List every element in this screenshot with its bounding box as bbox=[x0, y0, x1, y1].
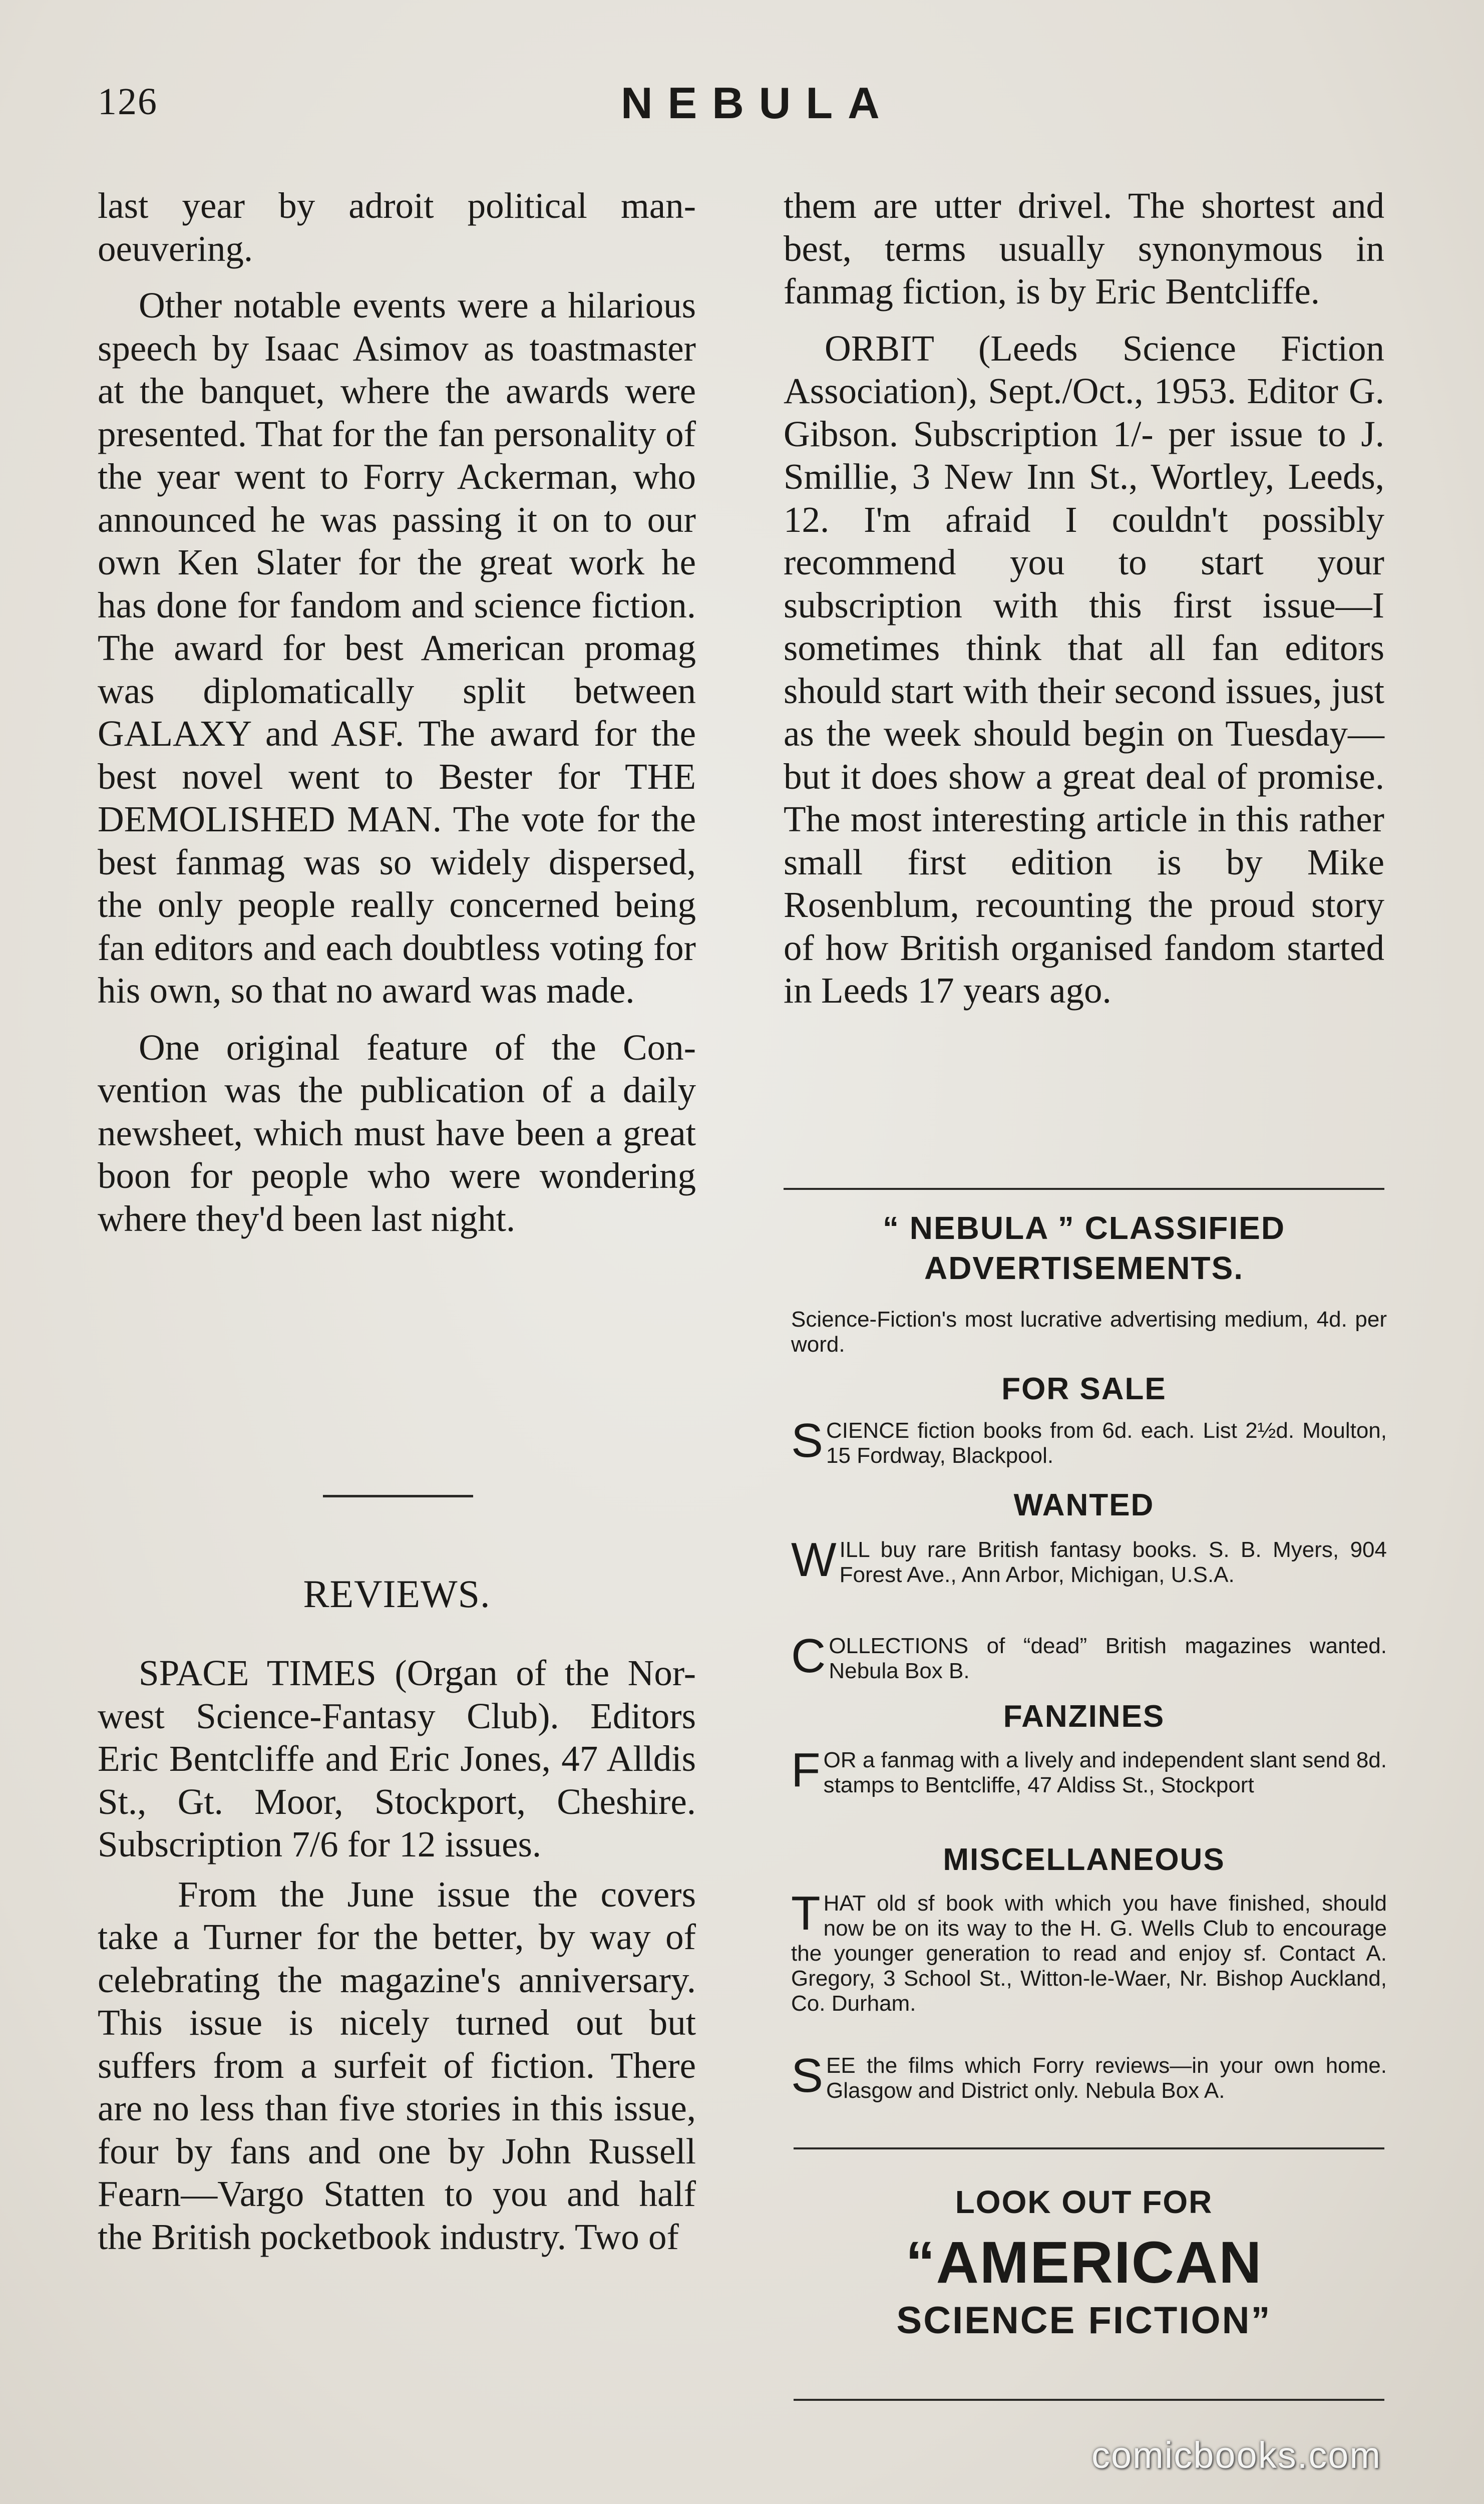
drop-cap: T bbox=[791, 1887, 821, 1940]
running-head: NEBULA bbox=[621, 78, 895, 128]
ad-text: CIENCE fiction books from 6d. each. List 2½d. Moulton, 15 Fordway, Blackpool. bbox=[826, 1418, 1387, 1468]
left-paragraph-2: Other notable events were a hilarious speech by Isaac Asimov as toastmaster at the banquet, where the awards were presented. That for the fan personality of the year went to Forry Ackerman, who announced he was passing it on to our own Ken Slater for the great work he has done for fandom and science fiction. The award for best American promag was diplomatically split between GALAXY and ASF. The award for the best novel went to Bester for THE DEMOLISHED MAN. The vote for the best fanmag was so widely dispersed, the only people really concerned being fan editors and each doubtless voting for his own, so that no award was made. bbox=[98, 285, 696, 1011]
ad-text: ILL buy rare British fantasy books. S. B. Myers, 904 Forest Ave., Ann Arbor, Michigan, U.S.A. bbox=[839, 1537, 1387, 1587]
ad-wanted-2 bbox=[791, 1629, 1387, 1684]
wanted-heading: WANTED bbox=[1013, 1488, 1155, 1522]
ad-text: HAT old sf book with which you have finished, should now be on its way to the H. G. Wells Club to encourage the younger generation to read and enjoy sf. Contact A. Gregory, 3 School St., Witton-le-Waer, Nr. Bishop Auckland, Co. Durham. bbox=[791, 1891, 1387, 2016]
page-number: 126 bbox=[98, 81, 158, 123]
promo-bottom-rule bbox=[794, 2399, 1384, 2401]
ad-for-sale-1 bbox=[791, 1414, 1387, 1468]
right-column bbox=[784, 184, 1384, 1012]
section-divider bbox=[323, 1495, 473, 1497]
drop-cap: W bbox=[791, 1533, 837, 1587]
ad-text: OLLECTIONS of “dead” British magazines wanted. Nebula Box B. bbox=[829, 1634, 1387, 1683]
drop-cap: S bbox=[791, 1414, 824, 1467]
classified-top-rule bbox=[784, 1188, 1384, 1190]
drop-cap: C bbox=[791, 1629, 826, 1683]
classified-title-line-2: ADVERTISEMENTS. bbox=[924, 1250, 1244, 1286]
ad-fanzines-1 bbox=[791, 1743, 1387, 1798]
left-paragraph-1: last year by adroit political manoeuvering. bbox=[98, 185, 696, 269]
promo-line-1: LOOK OUT FOR bbox=[955, 2184, 1213, 2220]
promo-line-3: SCIENCE FICTION” bbox=[896, 2299, 1272, 2342]
fanzines-heading: FANZINES bbox=[1003, 1699, 1165, 1734]
drop-cap: S bbox=[791, 2049, 824, 2102]
drop-cap: F bbox=[791, 1743, 821, 1797]
review-space-times-text: From the June issue the covers take a Turner for the better, by way of celebrating the magazine's anniversary. This issue is nicely turned out but suffers from a surfeit of fiction. There are no less than five stories in this issue, four by fans and one by John Russell Fearn—Vargo Statten to you and half the British pocketbook industry. Two of bbox=[98, 1873, 696, 2257]
classified-subtitle: Science-Fiction's most lucrative advertising medium, 4d. per word. bbox=[791, 1307, 1387, 1357]
miscellaneous-heading: MISCELLANEOUS bbox=[943, 1842, 1225, 1877]
for-sale-heading: FOR SALE bbox=[1001, 1372, 1167, 1406]
left-column bbox=[98, 184, 696, 1240]
reviews-body bbox=[98, 1652, 696, 2258]
classified-title bbox=[784, 1208, 1384, 1288]
review-orbit: ORBIT (Leeds Science Fiction Association), Sept./Oct., 1953. Editor G. Gibson. Subscription 1/- per issue to J. Smillie, 3 New Inn St., Wortley, Leeds, 12. I'm afraid I couldn't possibly recommend you to start your subscription with this first issue—I sometimes think that all fan editors should start with their second issues, just as the week should begin on Tuesday—but it does show a great deal of promise. The most interesting article in this rather small first edition is by Mike Rosenblum, recounting the proud story of how British organised fandom started in Leeds 17 years ago. bbox=[784, 328, 1384, 1011]
promo-top-rule bbox=[794, 2147, 1384, 2149]
classified-title-line-1: “ NEBULA ” CLASSIFIED bbox=[882, 1210, 1286, 1246]
ad-miscellaneous-2 bbox=[791, 2049, 1387, 2103]
promo-line-2: “AMERICAN bbox=[905, 2230, 1263, 2296]
left-paragraph-3: One original feature of the Convention was the publication of a daily newsheet, which must have been a great boon for people who were wondering where they'd been last night. bbox=[98, 1027, 696, 1239]
ad-text: EE the films which Forry reviews—in your own home. Glasgow and District only. Nebula Box A. bbox=[826, 2053, 1387, 2103]
ad-miscellaneous-1 bbox=[791, 1887, 1387, 2016]
watermark: comicbooks.com bbox=[1091, 2434, 1382, 2476]
review-space-times: SPACE TIMES (Organ of the Nor-west Science-Fantasy Club). Editors Eric Bentcliffe and Eric Jones, 47 Alldis St., Gt. Moor, Stockport, Cheshire. Subscription 7/6 for 12 issues. bbox=[98, 1653, 696, 1864]
right-paragraph-1: them are utter drivel. The shortest and best, terms usually synonymous in fanmag fiction, is by Eric Bentcliffe. bbox=[784, 185, 1384, 311]
ad-wanted-1 bbox=[791, 1533, 1387, 1588]
ad-text: OR a fanmag with a lively and independent slant send 8d. stamps to Bentcliffe, 47 Aldiss St., Stockport bbox=[823, 1748, 1387, 1797]
reviews-heading: REVIEWS. bbox=[303, 1572, 491, 1616]
